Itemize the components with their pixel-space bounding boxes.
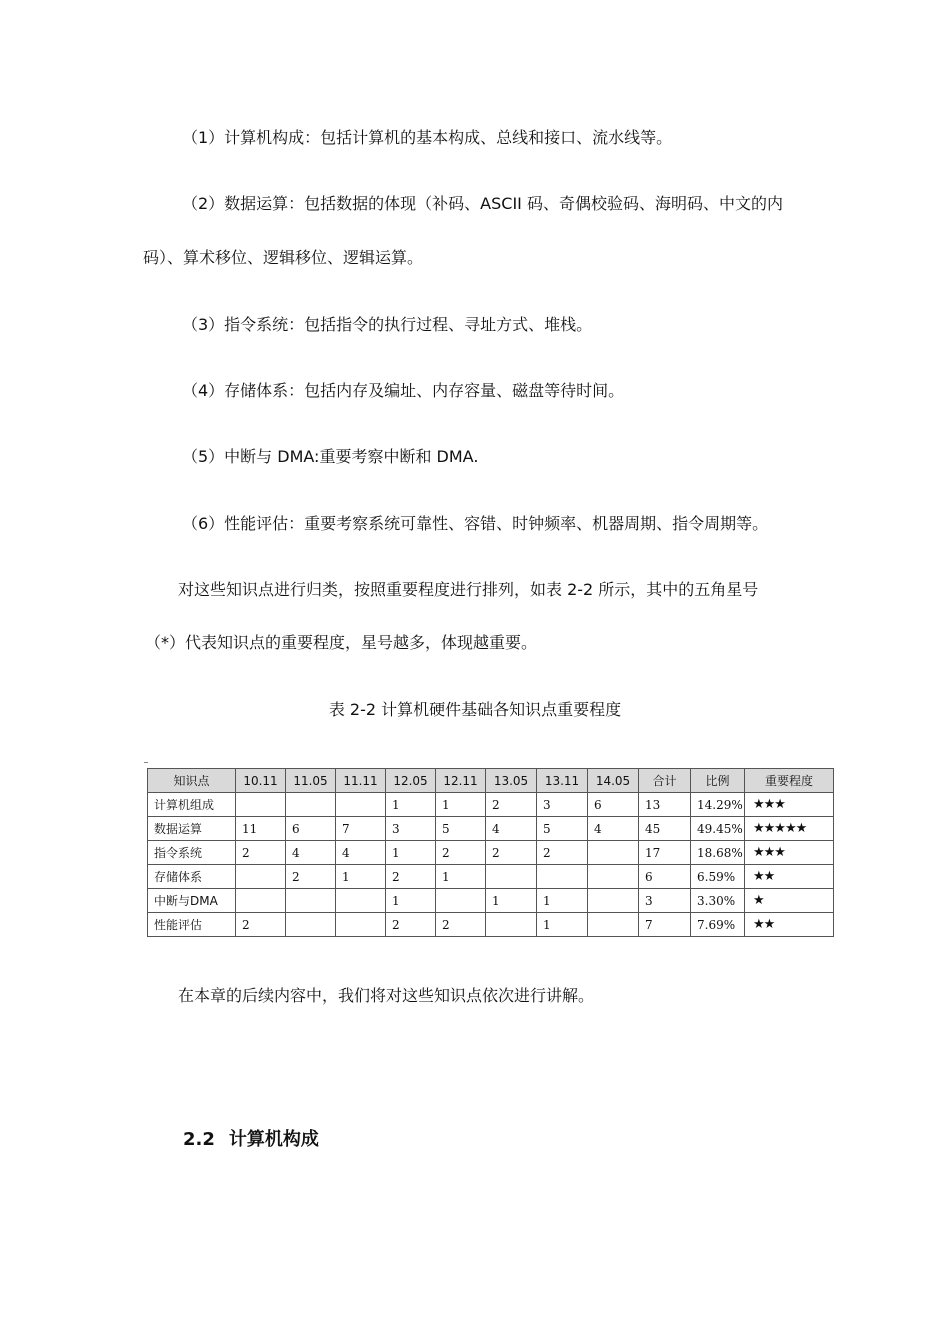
table-cell (486, 913, 537, 937)
importance-stars: ★ (745, 889, 834, 913)
table-cell: 1 (436, 793, 486, 817)
table-cell: 4 (486, 817, 537, 841)
summary-paragraph: 对这些知识点进行归类，按照重要程度进行排列，如表 2-2 所示，其中的五角星号 (178, 580, 759, 599)
table-cell: 1 (386, 841, 436, 865)
table-cell: 2 (236, 841, 286, 865)
table-row (148, 865, 834, 889)
table-cell: 1 (386, 889, 436, 913)
table-cell: 45 (639, 817, 691, 841)
table-cell (236, 865, 286, 889)
header-cell: 重要程度 (745, 769, 834, 793)
table-cell: 1 (436, 865, 486, 889)
table-row (148, 817, 834, 841)
paragraph-item-5: （5）中断与 DMA:重要考察中断和 DMA. (182, 447, 479, 466)
table-cell: 1 (386, 793, 436, 817)
table-cell: 18.68% (691, 841, 745, 865)
table-row (148, 841, 834, 865)
row-label-cell: 中断与DMA (148, 889, 236, 913)
table-cell (336, 913, 386, 937)
table-cell: 2 (386, 865, 436, 889)
table-cell: 3 (639, 889, 691, 913)
table-row (148, 889, 834, 913)
header-cell: 11.05 (286, 769, 336, 793)
header-cell: 11.11 (336, 769, 386, 793)
table-cell: 2 (386, 913, 436, 937)
header-cell: 10.11 (236, 769, 286, 793)
table-cell: 6 (639, 865, 691, 889)
table-cell (286, 793, 336, 817)
table-cell: 3 (537, 793, 588, 817)
table-cell (286, 889, 336, 913)
table-cell: 4 (336, 841, 386, 865)
knowledge-importance-table (147, 768, 834, 937)
table-cell: 1 (537, 913, 588, 937)
table-cell (486, 865, 537, 889)
table-cell: 49.45% (691, 817, 745, 841)
importance-stars: ★★ (745, 913, 834, 937)
row-label-cell: 计算机组成 (148, 793, 236, 817)
table-cell: 5 (436, 817, 486, 841)
table-cell: 6.59% (691, 865, 745, 889)
importance-stars: ★★★ (745, 793, 834, 817)
closing-paragraph: 在本章的后续内容中，我们将对这些知识点依次进行讲解。 (178, 986, 595, 1005)
table-row (148, 793, 834, 817)
table-cell (537, 865, 588, 889)
table-cell: 17 (639, 841, 691, 865)
paragraph-item-4: （4）存储体系：包括内存及编址、内存容量、磁盘等待时间。 (182, 381, 625, 400)
table-cell: 14.29% (691, 793, 745, 817)
table-corner-mark (144, 762, 148, 767)
table-cell (588, 889, 639, 913)
table-cell (286, 913, 336, 937)
knowledge-importance-table-wrapper (147, 768, 834, 937)
paragraph-item-1: （1）计算机构成：包括计算机的基本构成、总线和接口、流水线等。 (182, 128, 673, 147)
table-cell: 2 (286, 865, 336, 889)
table-cell: 4 (286, 841, 336, 865)
table-cell (236, 793, 286, 817)
table-cell: 2 (537, 841, 588, 865)
table-cell: 2 (486, 793, 537, 817)
table-cell: 1 (537, 889, 588, 913)
table-cell: 2 (486, 841, 537, 865)
paragraph-item-3: （3）指令系统：包括指令的执行过程、寻址方式、堆栈。 (182, 315, 593, 334)
table-row (148, 913, 834, 937)
section-heading (183, 1128, 319, 1152)
table-header-row (148, 769, 834, 793)
table-cell: 5 (537, 817, 588, 841)
header-cell: 12.11 (436, 769, 486, 793)
table-cell: 1 (336, 865, 386, 889)
header-cell: 比例 (691, 769, 745, 793)
table-cell: 6 (286, 817, 336, 841)
table-cell (588, 841, 639, 865)
table-cell: 1 (486, 889, 537, 913)
table-cell: 6 (588, 793, 639, 817)
header-cell: 合计 (639, 769, 691, 793)
importance-stars: ★★ (745, 865, 834, 889)
table-cell (436, 889, 486, 913)
table-cell: 3 (386, 817, 436, 841)
section-title: 计算机构成 (228, 1129, 319, 1150)
row-label-cell: 存储体系 (148, 865, 236, 889)
table-cell (336, 889, 386, 913)
table-cell (236, 889, 286, 913)
header-cell: 14.05 (588, 769, 639, 793)
paragraph-item-2-continued: 码）、算术移位、逻辑移位、逻辑运算。 (143, 248, 424, 267)
section-number: 2.2 (183, 1129, 215, 1150)
paragraph-item-6: （6）性能评估：重要考察系统可靠性、容错、时钟频率、机器周期、指令周期等。 (182, 514, 769, 533)
row-label-cell: 性能评估 (148, 913, 236, 937)
table-cell (588, 865, 639, 889)
header-cell: 13.05 (486, 769, 537, 793)
importance-stars: ★★★★★ (745, 817, 834, 841)
row-label-cell: 数据运算 (148, 817, 236, 841)
table-caption: 表 2-2 计算机硬件基础各知识点重要程度 (328, 700, 622, 719)
summary-paragraph-continued: （*）代表知识点的重要程度，星号越多，体现越重要。 (145, 633, 538, 652)
row-label-cell: 指令系统 (148, 841, 236, 865)
table-cell: 4 (588, 817, 639, 841)
table-cell: 7.69% (691, 913, 745, 937)
table-cell: 7 (639, 913, 691, 937)
table-cell (588, 913, 639, 937)
importance-stars: ★★★ (745, 841, 834, 865)
header-cell: 13.11 (537, 769, 588, 793)
table-cell: 7 (336, 817, 386, 841)
header-cell: 知识点 (148, 769, 236, 793)
table-cell: 2 (436, 913, 486, 937)
table-cell: 13 (639, 793, 691, 817)
table-cell (336, 793, 386, 817)
table-cell: 3.30% (691, 889, 745, 913)
table-cell: 11 (236, 817, 286, 841)
paragraph-item-2: （2）数据运算：包括数据的体现（补码、ASCII 码、奇偶校验码、海明码、中文的内 (182, 194, 783, 213)
table-cell: 2 (436, 841, 486, 865)
table-cell: 2 (236, 913, 286, 937)
header-cell: 12.05 (386, 769, 436, 793)
